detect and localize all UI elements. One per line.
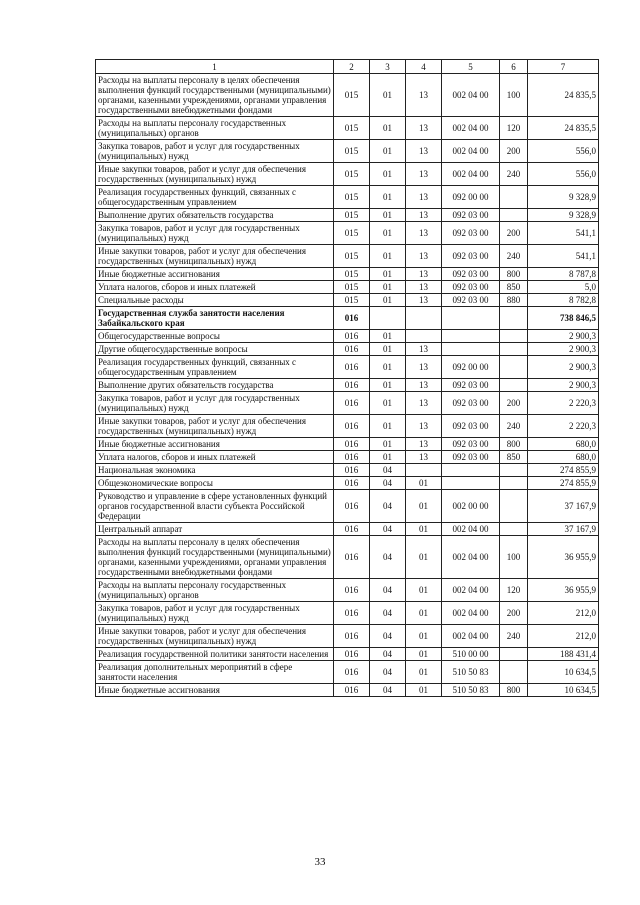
- section-code: 016: [334, 602, 370, 625]
- chapter-code: [370, 307, 406, 330]
- amount: 10 634,5: [528, 684, 599, 697]
- section-code: 016: [334, 523, 370, 536]
- header-cell: 1: [96, 60, 334, 74]
- amount: 274 855,9: [528, 477, 599, 490]
- subsection-code: 01: [406, 536, 442, 579]
- subsection-code: 13: [406, 294, 442, 307]
- target-article: [442, 330, 500, 343]
- amount: 9 328,9: [528, 186, 599, 209]
- expense-type: 800: [500, 684, 528, 697]
- target-article: 092 03 00: [442, 451, 500, 464]
- amount: 36 955,9: [528, 536, 599, 579]
- target-article: 092 00 00: [442, 186, 500, 209]
- section-code: 015: [334, 222, 370, 245]
- row-name: Выполнение других обязательств государства: [96, 209, 334, 222]
- header-cell: 4: [406, 60, 442, 74]
- target-article: 510 50 83: [442, 661, 500, 684]
- target-article: 092 03 00: [442, 379, 500, 392]
- table-row: [96, 356, 599, 379]
- target-article: 002 04 00: [442, 625, 500, 648]
- subsection-code: 01: [406, 684, 442, 697]
- subsection-code: 01: [406, 490, 442, 523]
- amount: 556,0: [528, 163, 599, 186]
- table-row: [96, 477, 599, 490]
- expense-type: 200: [500, 392, 528, 415]
- amount: 680,0: [528, 451, 599, 464]
- expense-type: 880: [500, 294, 528, 307]
- section-code: 015: [334, 294, 370, 307]
- budget-table: [95, 59, 599, 697]
- header-cell: 2: [334, 60, 370, 74]
- row-name: Реализация государственной политики занятости населения: [96, 648, 334, 661]
- section-code: 016: [334, 477, 370, 490]
- section-code: 016: [334, 379, 370, 392]
- expense-type: 100: [500, 74, 528, 117]
- table-row: [96, 209, 599, 222]
- amount: 541,1: [528, 222, 599, 245]
- expense-type: 120: [500, 579, 528, 602]
- chapter-code: 01: [370, 117, 406, 140]
- table-row: [96, 186, 599, 209]
- table-row: [96, 464, 599, 477]
- row-name: Государственная служба занятости населения Забайкальского края: [96, 307, 334, 330]
- expense-type: 200: [500, 140, 528, 163]
- row-name: Уплата налогов, сборов и иных платежей: [96, 281, 334, 294]
- target-article: [442, 343, 500, 356]
- row-name: Расходы на выплаты персоналу государственных (муниципальных) органов: [96, 117, 334, 140]
- amount: 9 328,9: [528, 209, 599, 222]
- subsection-code: 01: [406, 523, 442, 536]
- target-article: 092 03 00: [442, 438, 500, 451]
- target-article: 510 00 00: [442, 648, 500, 661]
- target-article: 510 50 83: [442, 684, 500, 697]
- target-article: 092 03 00: [442, 281, 500, 294]
- amount: 556,0: [528, 140, 599, 163]
- expense-type: 200: [500, 222, 528, 245]
- subsection-code: 01: [406, 602, 442, 625]
- amount: 2 900,3: [528, 379, 599, 392]
- chapter-code: 01: [370, 294, 406, 307]
- table-row: [96, 625, 599, 648]
- section-code: 015: [334, 74, 370, 117]
- expense-type: [500, 307, 528, 330]
- row-name: Иные бюджетные ассигнования: [96, 268, 334, 281]
- section-code: 016: [334, 356, 370, 379]
- chapter-code: 01: [370, 438, 406, 451]
- row-name: Закупка товаров, работ и услуг для государственных (муниципальных) нужд: [96, 602, 334, 625]
- row-name: Иные закупки товаров, работ и услуг для обеспечения государственных (муниципальных) нужд: [96, 625, 334, 648]
- table-row: [96, 451, 599, 464]
- table-row: [96, 392, 599, 415]
- amount: 10 634,5: [528, 661, 599, 684]
- chapter-code: 04: [370, 661, 406, 684]
- amount: 37 167,9: [528, 523, 599, 536]
- target-article: 092 03 00: [442, 245, 500, 268]
- row-name: Расходы на выплаты персоналу в целях обеспечения выполнения функций государственными (муниципальными) органами, казенными учреждениями, органами управления государственными внебюджетными фондами: [96, 74, 334, 117]
- chapter-code: 01: [370, 356, 406, 379]
- chapter-code: 01: [370, 343, 406, 356]
- row-name: Центральный аппарат: [96, 523, 334, 536]
- subsection-code: 13: [406, 415, 442, 438]
- target-article: 092 03 00: [442, 415, 500, 438]
- expense-type: 240: [500, 625, 528, 648]
- chapter-code: 04: [370, 477, 406, 490]
- amount: 2 220,3: [528, 415, 599, 438]
- expense-type: [500, 523, 528, 536]
- table-row: [96, 268, 599, 281]
- subsection-code: 13: [406, 392, 442, 415]
- row-name: Закупка товаров, работ и услуг для государственных (муниципальных) нужд: [96, 222, 334, 245]
- section-code: 015: [334, 186, 370, 209]
- section-code: 015: [334, 245, 370, 268]
- chapter-code: 01: [370, 281, 406, 294]
- row-name: Иные закупки товаров, работ и услуг для обеспечения государственных (муниципальных) нужд: [96, 163, 334, 186]
- table-row: [96, 379, 599, 392]
- subsection-code: 13: [406, 356, 442, 379]
- chapter-code: 01: [370, 392, 406, 415]
- table-row: [96, 684, 599, 697]
- table-row: [96, 281, 599, 294]
- subsection-code: 13: [406, 379, 442, 392]
- table-row: [96, 579, 599, 602]
- subsection-code: 13: [406, 209, 442, 222]
- section-code: 016: [334, 464, 370, 477]
- chapter-code: 04: [370, 523, 406, 536]
- row-name: Реализация государственных функций, связанных с общегосударственным управлением: [96, 186, 334, 209]
- target-article: [442, 477, 500, 490]
- row-name: Общегосударственные вопросы: [96, 330, 334, 343]
- row-name: Руководство и управление в сфере установленных функций органов государственной власти субъекта Российской Федерации: [96, 490, 334, 523]
- row-name: Иные бюджетные ассигнования: [96, 438, 334, 451]
- row-name: Иные закупки товаров, работ и услуг для обеспечения государственных (муниципальных) нужд: [96, 415, 334, 438]
- section-code: 016: [334, 661, 370, 684]
- subsection-code: 01: [406, 477, 442, 490]
- amount: 2 220,3: [528, 392, 599, 415]
- expense-type: 800: [500, 438, 528, 451]
- table-row: [96, 74, 599, 117]
- table-row: [96, 330, 599, 343]
- section-code: 016: [334, 648, 370, 661]
- section-code: 015: [334, 117, 370, 140]
- expense-type: 850: [500, 451, 528, 464]
- subsection-code: 13: [406, 343, 442, 356]
- target-article: 002 04 00: [442, 579, 500, 602]
- section-code: 015: [334, 209, 370, 222]
- amount: 8 782,8: [528, 294, 599, 307]
- header-cell: 6: [500, 60, 528, 74]
- section-code: 016: [334, 343, 370, 356]
- target-article: 092 03 00: [442, 222, 500, 245]
- subsection-code: 13: [406, 245, 442, 268]
- header-cell: 7: [528, 60, 599, 74]
- amount: 2 900,3: [528, 356, 599, 379]
- chapter-code: 04: [370, 684, 406, 697]
- table-row: [96, 222, 599, 245]
- table-row: [96, 343, 599, 356]
- chapter-code: 01: [370, 74, 406, 117]
- expense-type: [500, 464, 528, 477]
- chapter-code: 01: [370, 330, 406, 343]
- row-name: Расходы на выплаты персоналу государственных (муниципальных) органов: [96, 579, 334, 602]
- expense-type: [500, 330, 528, 343]
- row-name: Уплата налогов, сборов и иных платежей: [96, 451, 334, 464]
- expense-type: [500, 343, 528, 356]
- chapter-code: 01: [370, 209, 406, 222]
- section-code: 016: [334, 451, 370, 464]
- row-name: Выполнение других обязательств государства: [96, 379, 334, 392]
- row-name: Общеэкономические вопросы: [96, 477, 334, 490]
- row-name: Закупка товаров, работ и услуг для государственных (муниципальных) нужд: [96, 140, 334, 163]
- expense-type: [500, 209, 528, 222]
- subsection-code: 01: [406, 648, 442, 661]
- amount: 188 431,4: [528, 648, 599, 661]
- expense-type: 240: [500, 163, 528, 186]
- target-article: 002 04 00: [442, 536, 500, 579]
- expense-type: 100: [500, 536, 528, 579]
- expense-type: 240: [500, 245, 528, 268]
- row-name: Иные бюджетные ассигнования: [96, 684, 334, 697]
- subsection-code: [406, 464, 442, 477]
- table-row: [96, 415, 599, 438]
- row-name: Иные закупки товаров, работ и услуг для обеспечения государственных (муниципальных) нужд: [96, 245, 334, 268]
- expense-type: 800: [500, 268, 528, 281]
- target-article: 002 04 00: [442, 602, 500, 625]
- chapter-code: 04: [370, 536, 406, 579]
- row-name: Расходы на выплаты персоналу в целях обеспечения выполнения функций государственными (муниципальными) органами, казенными учреждениями, органами управления государственными внебюджетными фондами: [96, 536, 334, 579]
- header-cell: 3: [370, 60, 406, 74]
- table-row: [96, 140, 599, 163]
- chapter-code: 04: [370, 490, 406, 523]
- amount: 274 855,9: [528, 464, 599, 477]
- chapter-code: 04: [370, 602, 406, 625]
- amount: 2 900,3: [528, 330, 599, 343]
- section-code: 015: [334, 281, 370, 294]
- target-article: 092 03 00: [442, 268, 500, 281]
- section-code: 016: [334, 392, 370, 415]
- amount: 36 955,9: [528, 579, 599, 602]
- subsection-code: 13: [406, 117, 442, 140]
- page-number: 33: [314, 856, 326, 868]
- section-code: 016: [334, 684, 370, 697]
- table-row: [96, 602, 599, 625]
- row-name: Реализация государственных функций, связанных с общегосударственным управлением: [96, 356, 334, 379]
- section-code: 016: [334, 330, 370, 343]
- chapter-code: 01: [370, 186, 406, 209]
- expense-type: [500, 356, 528, 379]
- target-article: 002 04 00: [442, 140, 500, 163]
- subsection-code: 13: [406, 186, 442, 209]
- table-row: [96, 438, 599, 451]
- amount: 5,0: [528, 281, 599, 294]
- header-cell: 5: [442, 60, 500, 74]
- subsection-code: 01: [406, 661, 442, 684]
- expense-type: [500, 477, 528, 490]
- table-row: [96, 307, 599, 330]
- expense-type: 200: [500, 602, 528, 625]
- subsection-code: 13: [406, 222, 442, 245]
- row-name: Национальная экономика: [96, 464, 334, 477]
- amount: 680,0: [528, 438, 599, 451]
- section-code: 016: [334, 579, 370, 602]
- chapter-code: 01: [370, 415, 406, 438]
- table-row: [96, 163, 599, 186]
- subsection-code: 13: [406, 163, 442, 186]
- subsection-code: 13: [406, 281, 442, 294]
- target-article: 002 00 00: [442, 490, 500, 523]
- row-name: Закупка товаров, работ и услуг для государственных (муниципальных) нужд: [96, 392, 334, 415]
- target-article: 002 04 00: [442, 117, 500, 140]
- table-row: [96, 490, 599, 523]
- row-name: Другие общегосударственные вопросы: [96, 343, 334, 356]
- expense-type: [500, 379, 528, 392]
- target-article: 002 04 00: [442, 74, 500, 117]
- chapter-code: 04: [370, 625, 406, 648]
- chapter-code: 01: [370, 163, 406, 186]
- table-row: [96, 648, 599, 661]
- chapter-code: 01: [370, 222, 406, 245]
- target-article: 092 03 00: [442, 392, 500, 415]
- subsection-code: 13: [406, 451, 442, 464]
- section-code: 016: [334, 625, 370, 648]
- chapter-code: 01: [370, 245, 406, 268]
- amount: 541,1: [528, 245, 599, 268]
- target-article: 092 00 00: [442, 356, 500, 379]
- section-code: 016: [334, 438, 370, 451]
- expense-type: [500, 661, 528, 684]
- subsection-code: 13: [406, 74, 442, 117]
- subsection-code: 13: [406, 438, 442, 451]
- amount: 738 846,5: [528, 307, 599, 330]
- amount: 212,0: [528, 625, 599, 648]
- chapter-code: 01: [370, 379, 406, 392]
- row-name: Реализация дополнительных мероприятий в сфере занятости населения: [96, 661, 334, 684]
- table-header-row: [96, 60, 599, 74]
- expense-type: [500, 490, 528, 523]
- table-row: [96, 294, 599, 307]
- table-row: [96, 245, 599, 268]
- section-code: 015: [334, 268, 370, 281]
- row-name: Специальные расходы: [96, 294, 334, 307]
- amount: 37 167,9: [528, 490, 599, 523]
- target-article: [442, 464, 500, 477]
- target-article: 092 03 00: [442, 294, 500, 307]
- amount: 24 835,5: [528, 117, 599, 140]
- subsection-code: 01: [406, 579, 442, 602]
- expense-type: 120: [500, 117, 528, 140]
- target-article: 002 04 00: [442, 163, 500, 186]
- amount: 2 900,3: [528, 343, 599, 356]
- section-code: 016: [334, 490, 370, 523]
- expense-type: [500, 648, 528, 661]
- section-code: 015: [334, 163, 370, 186]
- chapter-code: 01: [370, 451, 406, 464]
- chapter-code: 04: [370, 464, 406, 477]
- amount: 8 787,8: [528, 268, 599, 281]
- chapter-code: 01: [370, 140, 406, 163]
- subsection-code: 01: [406, 625, 442, 648]
- amount: 212,0: [528, 602, 599, 625]
- expense-type: 240: [500, 415, 528, 438]
- target-article: 092 03 00: [442, 209, 500, 222]
- table-row: [96, 117, 599, 140]
- table-row: [96, 536, 599, 579]
- chapter-code: 04: [370, 579, 406, 602]
- target-article: [442, 307, 500, 330]
- expense-type: 850: [500, 281, 528, 294]
- subsection-code: [406, 307, 442, 330]
- table-row: [96, 661, 599, 684]
- section-code: 016: [334, 307, 370, 330]
- section-code: 015: [334, 140, 370, 163]
- chapter-code: 04: [370, 648, 406, 661]
- expense-type: [500, 186, 528, 209]
- subsection-code: 13: [406, 268, 442, 281]
- subsection-code: [406, 330, 442, 343]
- amount: 24 835,5: [528, 74, 599, 117]
- chapter-code: 01: [370, 268, 406, 281]
- subsection-code: 13: [406, 140, 442, 163]
- target-article: 002 04 00: [442, 523, 500, 536]
- section-code: 016: [334, 536, 370, 579]
- table-row: [96, 523, 599, 536]
- section-code: 016: [334, 415, 370, 438]
